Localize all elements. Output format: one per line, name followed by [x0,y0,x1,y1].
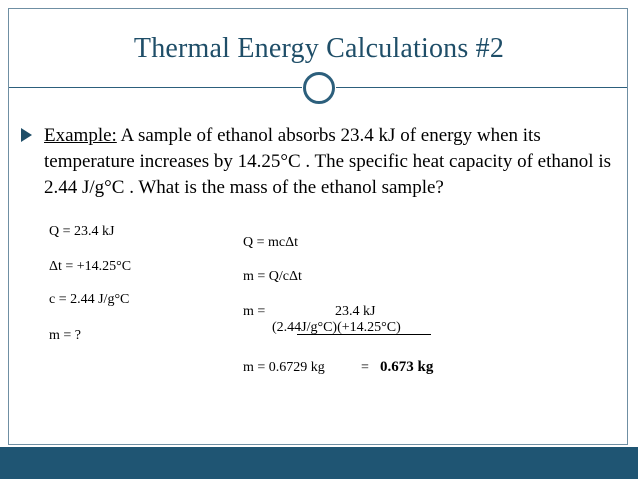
title-divider-right [336,87,627,88]
given-c: c = 2.44 J/g°C [49,292,130,307]
given-m: m = ? [49,328,81,343]
given-delta-t: Δt = +14.25°C [49,259,132,274]
fraction-denominator: (2.44J/g°C)(+14.25°C) [272,320,401,335]
final-answer: 0.673 kg [380,359,434,375]
slide-title: Thermal Energy Calculations #2 [133,33,505,64]
bullet-arrow-icon [21,128,32,142]
footer-bar [0,447,638,479]
example-label: Example: [44,125,117,146]
result-line: m = 0.6729 kg [243,360,325,375]
example-text: A sample of ethanol absorbs 23.4 kJ of energy when its temperature increases by 14.25°C . The specific heat capacity of ethanol is 2.44 J/g°C . What is the mass of the ethanol sample? [44,125,612,198]
example-paragraph [44,123,614,201]
title-divider-left [9,87,302,88]
circle-ornament-icon [303,72,335,104]
fraction-numerator: 23.4 kJ [335,304,376,319]
given-q: Q = 23.4 kJ [49,224,115,239]
equals-sign: = [361,360,369,375]
rearranged-formula: m = Q/cΔt [243,269,302,284]
formula-line: Q = mcΔt [243,235,299,250]
substitution-lhs: m = [243,304,266,319]
